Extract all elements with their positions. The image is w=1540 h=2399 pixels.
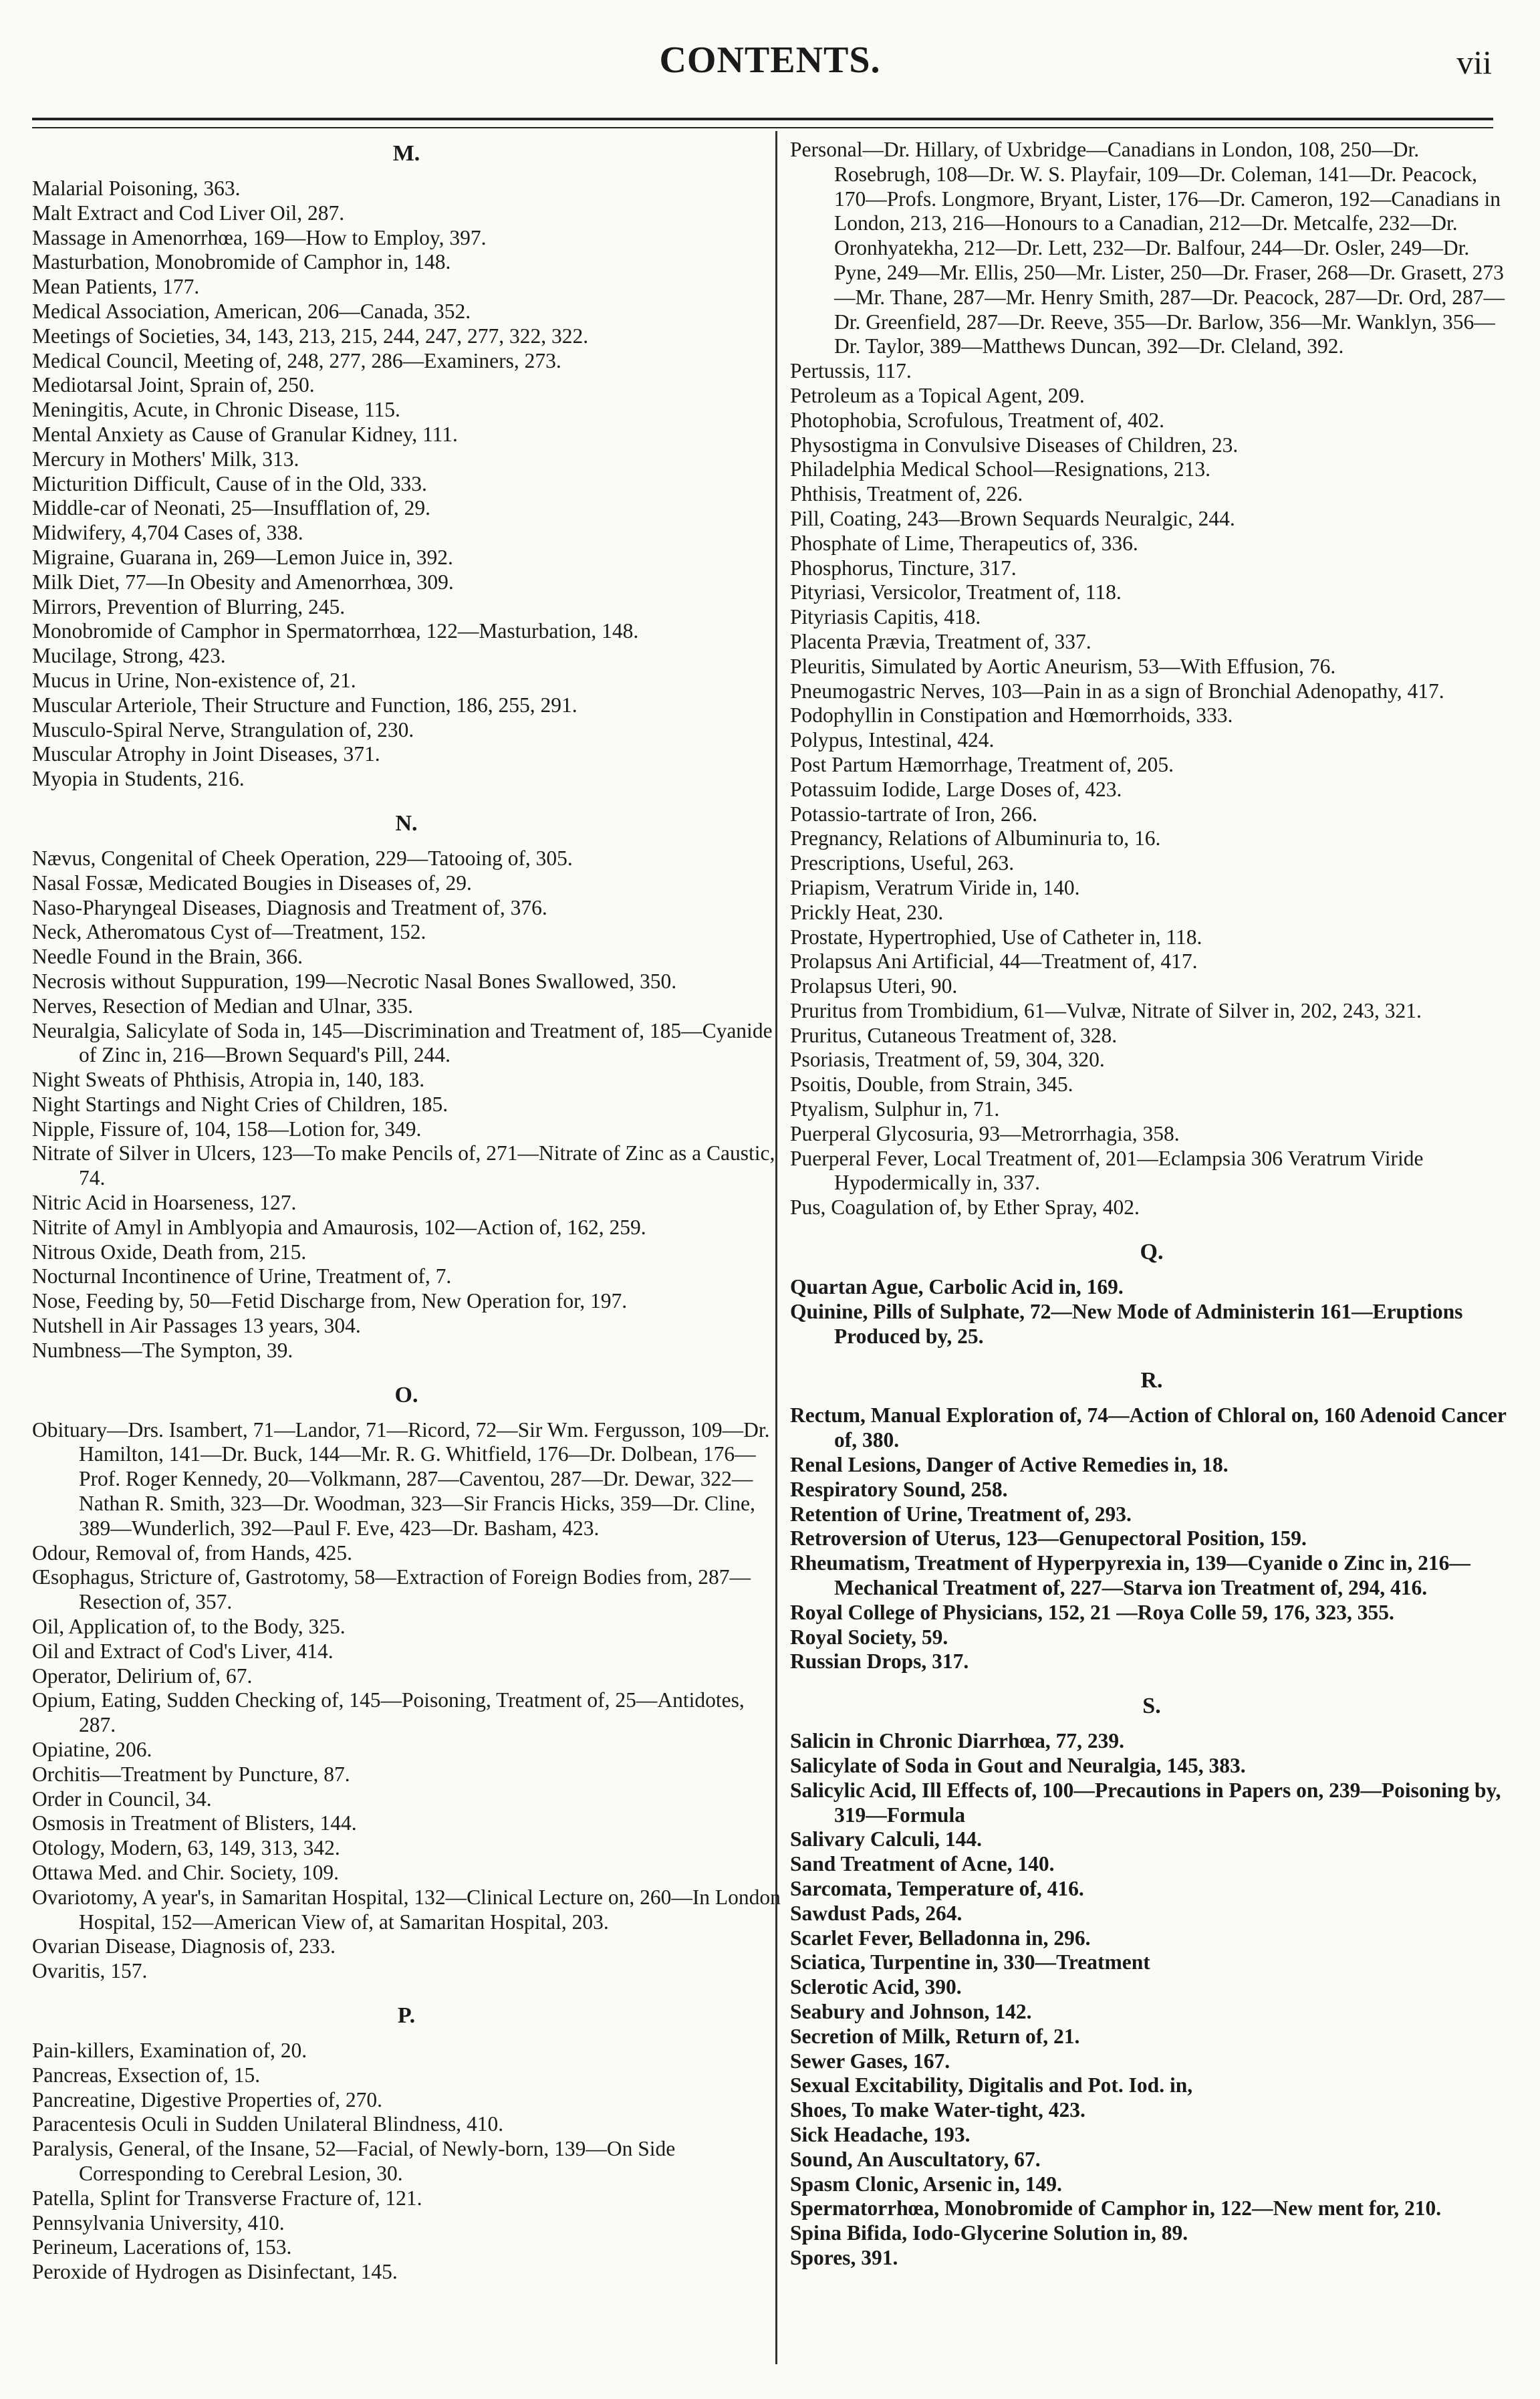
index-entry: Muscular Atrophy in Joint Diseases, 371.: [32, 742, 380, 766]
index-entry: Polypus, Intestinal, 424.: [790, 728, 995, 752]
index-entry: Puerperal Fever, Local Treatment of, 201—Eclampsia 306 Veratrum Viride Hypodermically in, 337.: [790, 1146, 1424, 1195]
index-entry: Philadelphia Medical School—Resignations, 213.: [790, 457, 1211, 481]
index-section: [32, 810, 781, 1363]
index-entry: Muscular Arteriole, Their Structure and Function, 186, 255, 291.: [32, 693, 578, 717]
index-entry: Myopia in Students, 216.: [32, 767, 245, 791]
section-letter-heading: N.: [395, 810, 418, 836]
index-entry: Sick Headache, 193.: [790, 2122, 971, 2146]
index-entry: Podophyllin in Constipation and Hœmorrhoids, 333.: [790, 703, 1233, 727]
index-entry: Pregnancy, Relations of Albuminuria to, 16.: [790, 826, 1161, 850]
index-entry: Necrosis without Suppuration, 199—Necrotic Nasal Bones Swallowed, 350.: [32, 969, 677, 993]
index-entry: Mercury in Mothers' Milk, 313.: [32, 447, 299, 471]
index-entry: Nitrite of Amyl in Amblyopia and Amaurosis, 102—Action of, 162, 259.: [32, 1215, 646, 1239]
index-entry: Nævus, Congenital of Cheek Operation, 229—Tatooing of, 305.: [32, 846, 573, 870]
index-entry: Needle Found in the Brain, 366.: [32, 945, 303, 969]
index-entry: Paralysis, General, of the Insane, 52—Facial, of Newly-born, 139—On Side Corresponding to Cerebral Lesion, 30.: [32, 2137, 676, 2185]
index-entry: Middle-car of Neonati, 25—Insufflation of, 29.: [32, 496, 431, 520]
index-entry: Mean Patients, 177.: [32, 275, 200, 299]
index-section: [32, 1382, 781, 1984]
index-entry: Order in Council, 34.: [32, 1787, 212, 1811]
index-entry: Paracentesis Oculi in Sudden Unilateral Blindness, 410.: [32, 2112, 504, 2136]
index-entry: Nocturnal Incontinence of Urine, Treatment of, 7.: [32, 1264, 452, 1288]
index-entry: Prolapsus Ani Artificial, 44—Treatment of, 417.: [790, 949, 1198, 974]
index-entry: Spasm Clonic, Arsenic in, 149.: [790, 2172, 1062, 2196]
index-entry: Pruritus from Trombidium, 61—Vulvæ, Nitrate of Silver in, 202, 243, 321.: [790, 998, 1422, 1022]
index-entry: Nitrate of Silver in Ulcers, 123—To make Pencils of, 271—Nitrate of Zinc as a Caustic, 74.: [32, 1141, 775, 1190]
section-letter-heading: Q.: [1140, 1240, 1164, 1265]
index-entry: Sewer Gases, 167.: [790, 2049, 950, 2073]
index-entry: Malt Extract and Cod Liver Oil, 287.: [32, 201, 345, 225]
index-entry: Pityriasi, Versicolor, Treatment of, 118.: [790, 580, 1122, 604]
section-letter-heading: P.: [397, 2003, 416, 2028]
index-entry: Rectum, Manual Exploration of, 74—Action of Chloral on, 160 Adenoid Cancer of, 380.: [790, 1403, 1507, 1452]
index-entry: Nipple, Fissure of, 104, 158—Lotion for, 349.: [32, 1117, 422, 1141]
index-entry: Prolapsus Uteri, 90.: [790, 974, 958, 998]
index-entry: Respiratory Sound, 258.: [790, 1477, 1008, 1501]
index-entry: Placenta Prævia, Treatment of, 337.: [790, 629, 1092, 653]
index-entry: Medical Council, Meeting of, 248, 277, 286—Examiners, 273.: [32, 348, 561, 372]
index-entry: Royal College of Physicians, 152, 21 —Roya Colle 59, 176, 323, 355.: [790, 1600, 1394, 1624]
index-entry: Milk Diet, 77—In Obesity and Amenorrhœa, 309.: [32, 570, 454, 594]
index-entry: Phosphorus, Tincture, 317.: [790, 556, 1017, 580]
index-entry: Patella, Splint for Transverse Fracture of, 121.: [32, 2186, 422, 2210]
index-entry: Psoriasis, Treatment of, 59, 304, 320.: [790, 1048, 1105, 1072]
index-entry: Phosphate of Lime, Therapeutics of, 336.: [790, 531, 1138, 555]
index-entry: Pertussis, 117.: [790, 359, 912, 383]
index-entry: Pill, Coating, 243—Brown Sequards Neuralgic, 244.: [790, 506, 1235, 530]
index-entry: Naso-Pharyngeal Diseases, Diagnosis and Treatment of, 376.: [32, 895, 547, 919]
index-entry: Mental Anxiety as Cause of Granular Kidney, 111.: [32, 422, 458, 446]
index-entry: Operator, Delirium of, 67.: [32, 1664, 253, 1688]
index-entry: Spermatorrhœa, Monobromide of Camphor in, 122—New ment for, 210.: [790, 2196, 1442, 2220]
index-entry: Puerperal Glycosuria, 93—Metrorrhagia, 358.: [790, 1121, 1180, 1145]
index-entry: Physostigma in Convulsive Diseases of Children, 23.: [790, 433, 1239, 457]
index-entry: Ovarian Disease, Diagnosis of, 233.: [32, 1934, 336, 1958]
index-entry: Night Sweats of Phthisis, Atropia in, 140, 183.: [32, 1068, 425, 1092]
index-entry: Prickly Heat, 230.: [790, 900, 944, 924]
index-section: [790, 1239, 1513, 1349]
index-entry: Petroleum as a Topical Agent, 209.: [790, 383, 1085, 407]
index-entry: Micturition Difficult, Cause of in the Old, 333.: [32, 471, 427, 495]
index-section: [790, 1693, 1513, 2271]
index-section: [790, 1367, 1513, 1674]
page-header: [0, 0, 1540, 100]
index-entry: Nose, Feeding by, 50—Fetid Discharge from, New Operation for, 197.: [32, 1289, 628, 1313]
index-entry: Meetings of Societies, 34, 143, 213, 215, 244, 247, 277, 322, 322.: [32, 324, 589, 348]
index-entry: Renal Lesions, Danger of Active Remedies in, 18.: [790, 1453, 1229, 1477]
index-entry: Neck, Atheromatous Cyst of—Treatment, 152.: [32, 920, 426, 944]
index-entry: Salicylate of Soda in Gout and Neuralgia, 145, 383.: [790, 1754, 1246, 1778]
index-entry: Numbness—The Sympton, 39.: [32, 1338, 293, 1362]
index-entry: Pain-killers, Examination of, 20.: [32, 2038, 307, 2062]
section-letter-heading: S.: [1142, 1694, 1161, 1719]
index-entry: Midwifery, 4,704 Cases of, 338.: [32, 521, 303, 545]
index-entry: Monobromide of Camphor in Spermatorrhœa, 122—Masturbation, 148.: [32, 619, 639, 643]
section-letter-heading: R.: [1140, 1368, 1163, 1393]
header-rule-thick: [32, 118, 1493, 120]
index-entry: Ptyalism, Sulphur in, 71.: [790, 1097, 1000, 1121]
index-entry: Ottawa Med. and Chir. Society, 109.: [32, 1861, 340, 1884]
index-entry: Sciatica, Turpentine in, 330—Treatment: [790, 1950, 1150, 1974]
index-entry: Sarcomata, Temperature of, 416.: [790, 1877, 1084, 1900]
index-entry: Opiatine, 206.: [32, 1738, 152, 1762]
index-entry: Post Partum Hæmorrhage, Treatment of, 205.: [790, 752, 1174, 776]
index-entry: Seabury and Johnson, 142.: [790, 1999, 1032, 2023]
index-entry: Salicin in Chronic Diarrhœa, 77, 239.: [790, 1729, 1124, 1753]
index-entry: Quartan Ague, Carbolic Acid in, 169.: [790, 1275, 1124, 1299]
index-entry: Royal Society, 59.: [790, 1625, 948, 1649]
index-entry: Osmosis in Treatment of Blisters, 144.: [32, 1811, 357, 1835]
index-entry: Pleuritis, Simulated by Aortic Aneurism, 53—With Effusion, 76.: [790, 654, 1336, 678]
index-entry: Opium, Eating, Sudden Checking of, 145—Poisoning, Treatment of, 25—Antidotes, 287.: [32, 1688, 745, 1737]
index-entry: Migraine, Guarana in, 269—Lemon Juice in, 392.: [32, 545, 453, 569]
index-entry: Pennsylvania University, 410.: [32, 2210, 285, 2235]
right-column: [790, 138, 1513, 2271]
index-entry: Obituary—Drs. Isambert, 71—Landor, 71—Ricord, 72—Sir Wm. Fergusson, 109—Dr. Hamilton, 141—Dr. Buck, 144—Mr. R. G. Whitfield, 176—Dr. Dolbean, 176—Prof. Roger Kennedy, 20—Volkmann, 287—Caventou, 287—Dr. Dewar, 322—Nathan R. Smith, 323—Dr. Woodman, 323—Sir Francis Hicks, 359—Dr. Cline, 389—Wunderlich, 392—Paul F. Eve, 423—Dr. Basham, 423.: [32, 1417, 770, 1540]
section-letter-heading: M.: [392, 141, 420, 166]
index-entry: Photophobia, Scrofulous, Treatment of, 402.: [790, 408, 1164, 432]
index-entry: Massage in Amenorrhœa, 169—How to Employ, 397.: [32, 225, 487, 249]
index-entry: Masturbation, Monobromide of Camphor in, 148.: [32, 250, 451, 274]
index-entry: Œsophagus, Stricture of, Gastrotomy, 58—Extraction of Foreign Bodies from, 287—Resection of, 357.: [32, 1565, 751, 1614]
index-entry: Mucus in Urine, Non-existence of, 21.: [32, 668, 356, 692]
index-entry: Medical Association, American, 206—Canada, 352.: [32, 299, 471, 323]
index-entry: Priapism, Veratrum Viride in, 140.: [790, 875, 1080, 899]
index-section: [32, 2003, 781, 2285]
index-entry: Nitric Acid in Hoarseness, 127.: [32, 1191, 297, 1215]
section-letter-heading: O.: [394, 1382, 418, 1407]
index-entry: Pancreas, Exsection of, 15.: [32, 2063, 261, 2087]
index-entry: Personal—Dr. Hillary, of Uxbridge—Canadians in London, 108, 250—Dr. Rosebrugh, 108—Dr. W. S. Playfair, 109—Dr. Coleman, 141—Dr. Peacock, 170—Profs. Longmore, Bryant, Lister, 176—Dr. Cameron, 192—Canadians in London, 213, 216—Honours to a Canadian, 212—Dr. Metcalfe, 232—Dr. Oronhyatekha, 212—Dr. Lett, 232—Dr. Balfour, 244—Dr. Osler, 249—Dr. Pyne, 249—Mr. Ellis, 250—Mr. Lister, 250—Dr. Fraser, 268—Dr. Grasett, 273—Mr. Thane, 287—Mr. Henry Smith, 287—Dr. Peacock, 287—Dr. Ord, 287—Dr. Greenfield, 287—Dr. Reeve, 355—Dr. Barlow, 356—Mr. Wanklyn, 356—Dr. Taylor, 389—Matthews Duncan, 392—Dr. Cleland, 392.: [790, 138, 1505, 358]
index-entry: Perineum, Lacerations of, 153.: [32, 2235, 292, 2259]
index-entry: Nutshell in Air Passages 13 years, 304.: [32, 1314, 361, 1338]
index-entry: Retroversion of Uterus, 123—Genupectoral Position, 159.: [790, 1526, 1307, 1551]
index-entry: Night Startings and Night Cries of Children, 185.: [32, 1092, 448, 1116]
index-section: [32, 140, 781, 792]
index-entry: Pruritus, Cutaneous Treatment of, 328.: [790, 1023, 1118, 1047]
header-rule-thin: [32, 127, 1493, 128]
index-entry: Quinine, Pills of Sulphate, 72—New Mode of Administerin 161—Eruptions Produced by, 25.: [790, 1299, 1463, 1348]
index-entry: Rheumatism, Treatment of Hyperpyrexia in, 139—Cyanide o Zinc in, 216—Mechanical Treatment of, 227—Starva ion Treatment of, 294, 416.: [790, 1551, 1470, 1600]
index-entry: Nitrous Oxide, Death from, 215.: [32, 1240, 307, 1264]
index-entry: Odour, Removal of, from Hands, 425.: [32, 1540, 353, 1565]
index-entry: Ovariotomy, A year's, in Samaritan Hospital, 132—Clinical Lecture on, 260—In London Hospital, 152—American View of, at Samaritan Hospital, 203.: [32, 1885, 781, 1934]
index-section: [790, 138, 1513, 1220]
index-entry: Sclerotic Acid, 390.: [790, 1975, 962, 1999]
index-entry: Mediotarsal Joint, Sprain of, 250.: [32, 373, 315, 397]
index-entry: Spores, 391.: [790, 2245, 898, 2269]
index-entry: Oil, Application of, to the Body, 325.: [32, 1615, 346, 1639]
index-entry: Sawdust Pads, 264.: [790, 1901, 962, 1925]
index-entry: Scarlet Fever, Belladonna in, 296.: [790, 1926, 1091, 1950]
index-entry: Pneumogastric Nerves, 103—Pain in as a sign of Bronchial Adenopathy, 417.: [790, 679, 1444, 703]
index-entry: Potassuim Iodide, Large Doses of, 423.: [790, 777, 1122, 801]
index-entry: Malarial Poisoning, 363.: [32, 177, 241, 200]
index-entry: Sand Treatment of Acne, 140.: [790, 1852, 1055, 1876]
index-entry: Prostate, Hypertrophied, Use of Catheter in, 118.: [790, 925, 1202, 949]
index-entry: Musculo-Spiral Nerve, Strangulation of, 230.: [32, 717, 414, 741]
index-entry: Sexual Excitability, Digitalis and Pot. Iod. in,: [790, 2073, 1193, 2097]
index-entry: Pityriasis Capitis, 418.: [790, 605, 981, 629]
index-entry: Secretion of Milk, Return of, 21.: [790, 2024, 1080, 2048]
index-entry: Retention of Urine, Treatment of, 293.: [790, 1502, 1132, 1526]
index-entry: Phthisis, Treatment of, 226.: [790, 482, 1023, 506]
index-entry: Potassio-tartrate of Iron, 266.: [790, 802, 1038, 826]
index-entry: Nerves, Resection of Median and Ulnar, 335.: [32, 994, 413, 1018]
index-entry: Spina Bifida, Iodo-Glycerine Solution in, 89.: [790, 2221, 1188, 2245]
index-entry: Pancreatine, Digestive Properties of, 270.: [32, 2087, 382, 2111]
index-entry: Mucilage, Strong, 423.: [32, 644, 226, 668]
page-title: CONTENTS.: [659, 39, 881, 81]
index-entry: Salicylic Acid, Ill Effects of, 100—Precautions in Papers on, 239—Poisoning by, 319—Formula: [790, 1778, 1501, 1827]
index-entry: Shoes, To make Water-tight, 423.: [790, 2098, 1085, 2122]
index-entry: Salivary Calculi, 144.: [790, 1827, 983, 1851]
index-entry: Prescriptions, Useful, 263.: [790, 851, 1015, 875]
index-entry: Sound, An Auscultatory, 67.: [790, 2147, 1041, 2171]
index-entry: Nasal Fossæ, Medicated Bougies in Diseases of, 29.: [32, 871, 472, 895]
index-entry: Ovaritis, 157.: [32, 1959, 148, 1983]
index-entry: Meningitis, Acute, in Chronic Disease, 115.: [32, 398, 400, 422]
index-entry: Oil and Extract of Cod's Liver, 414.: [32, 1639, 334, 1663]
index-entry: Pus, Coagulation of, by Ether Spray, 402.: [790, 1195, 1140, 1220]
index-entry: Otology, Modern, 63, 149, 313, 342.: [32, 1836, 340, 1860]
index-entry: Peroxide of Hydrogen as Disinfectant, 145.: [32, 2260, 398, 2284]
index-entry: Psoitis, Double, from Strain, 345.: [790, 1072, 1073, 1097]
index-entry: Neuralgia, Salicylate of Soda in, 145—Discrimination and Treatment of, 185—Cyanide of Zinc in, 216—Brown Sequard's Pill, 244.: [32, 1018, 773, 1067]
index-entry: Russian Drops, 317.: [790, 1649, 969, 1674]
page-number: vii: [1456, 43, 1492, 81]
index-entry: Mirrors, Prevention of Blurring, 245.: [32, 594, 346, 618]
left-column: [32, 138, 781, 2285]
index-entry: Orchitis—Treatment by Puncture, 87.: [32, 1762, 350, 1786]
